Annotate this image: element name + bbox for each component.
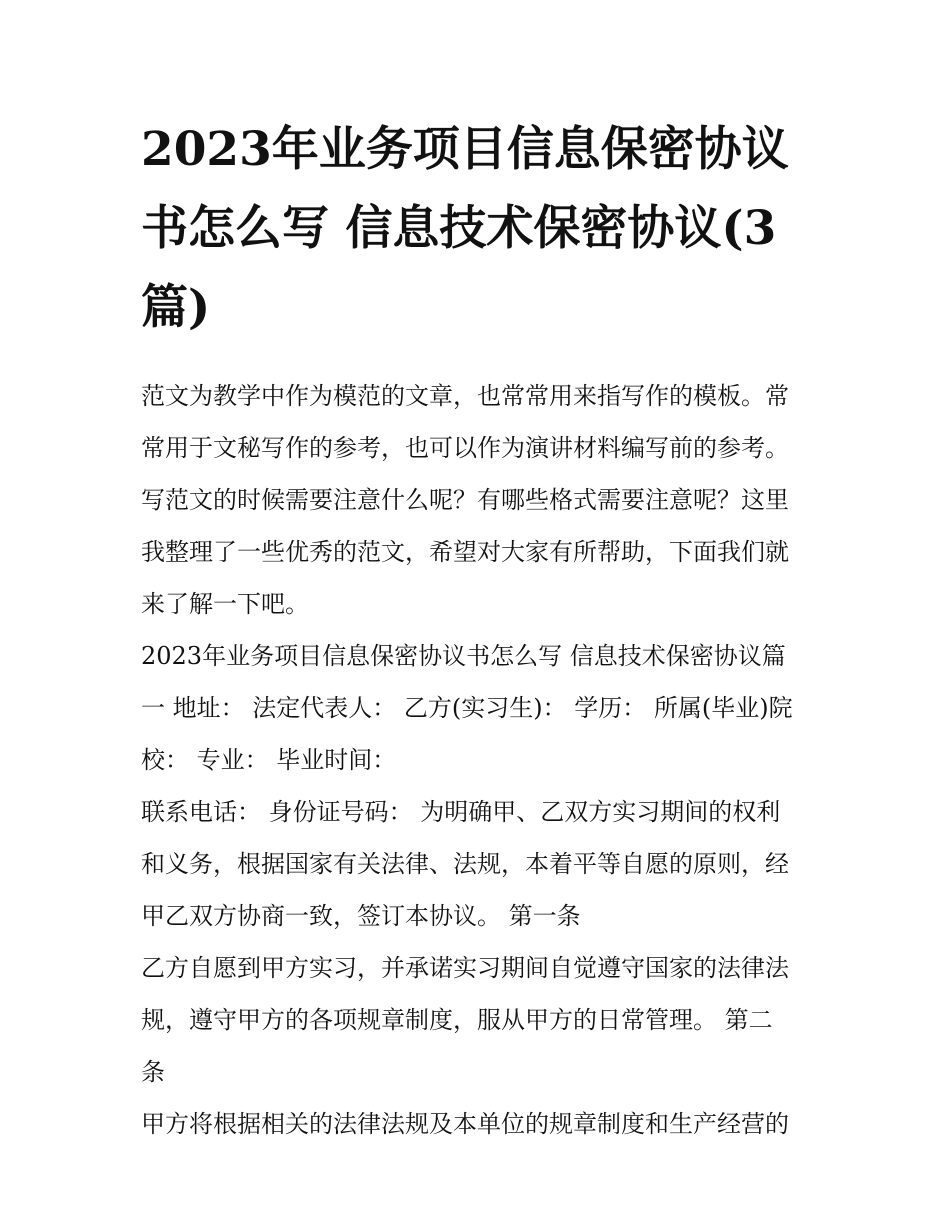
text-line: 范文为教学中作为模范的文章，也常常用来指写作的模板。常 <box>141 382 789 410</box>
title-line: 书怎么写 信息技术保密协议(3 <box>141 201 777 256</box>
text-line: 2023年业务项目信息保密协议书怎么写 信息技术保密协议篇 <box>141 642 786 670</box>
text-line: 常用于文秘写作的参考，也可以作为演讲材料编写前的参考。 <box>141 434 789 462</box>
text-line: 规，遵守甲方的各项规章制度，服从甲方的日常管理。 第二 <box>141 1006 773 1034</box>
text-line: 和义务，根据国家有关法律、法规，本着平等自愿的原则，经 <box>141 850 789 878</box>
text-line: 甲方将根据相关的法律法规及本单位的规章制度和生产经营的 <box>141 1110 789 1138</box>
article-two-paragraph <box>141 1098 813 1150</box>
document-body <box>141 370 813 1150</box>
text-line: 联系电话： 身份证号码： 为明确甲、乙双方实习期间的权利 <box>141 798 781 826</box>
contact-paragraph <box>141 786 813 942</box>
title-line: 2023年业务项目信息保密协议 <box>141 122 789 177</box>
document-page <box>141 110 813 1150</box>
document-title <box>141 110 813 347</box>
agreement-header-paragraph <box>141 630 813 786</box>
intro-paragraph <box>141 370 813 630</box>
text-line: 我整理了一些优秀的范文，希望对大家有所帮助，下面我们就 <box>141 538 789 566</box>
text-line: 甲乙双方协商一致，签订本协议。 第一条 <box>141 902 581 930</box>
text-line: 乙方自愿到甲方实习，并承诺实习期间自觉遵守国家的法律法 <box>141 954 789 982</box>
text-line: 条 <box>141 1058 165 1086</box>
text-line: 来了解一下吧。 <box>141 590 309 618</box>
text-line: 写范文的时候需要注意什么呢？有哪些格式需要注意呢？这里 <box>141 486 789 514</box>
text-line: 校： 专业： 毕业时间： <box>141 746 397 774</box>
article-one-paragraph <box>141 942 813 1098</box>
title-line: 篇) <box>141 280 211 335</box>
text-line: 一 地址： 法定代表人： 乙方(实习生)： 学历： 所属(毕业)院 <box>141 694 793 722</box>
